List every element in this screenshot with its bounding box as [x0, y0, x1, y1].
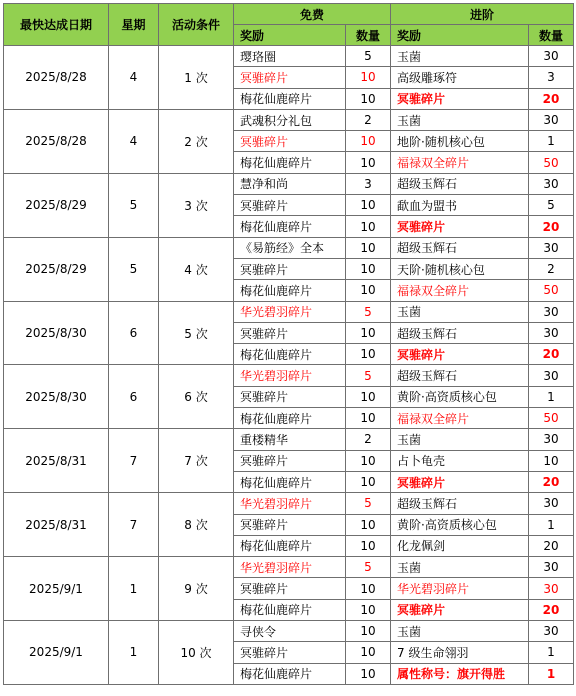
free-reward-name: 冥骓碎片 — [234, 322, 346, 343]
advanced-reward-qty: 30 — [529, 429, 574, 450]
header-free-reward: 奖励 — [234, 25, 346, 46]
advanced-reward-qty: 30 — [529, 109, 574, 130]
free-reward-qty: 10 — [346, 642, 391, 663]
free-reward-qty: 10 — [346, 280, 391, 301]
table-header — [4, 4, 574, 46]
cell-date: 2025/9/1 — [4, 621, 109, 685]
advanced-reward-qty: 30 — [529, 557, 574, 578]
free-reward-qty: 5 — [346, 493, 391, 514]
advanced-reward-name: 冥骓碎片 — [391, 88, 529, 109]
advanced-reward-qty: 1 — [529, 131, 574, 152]
advanced-reward-name: 黄阶·高资质核心包 — [391, 386, 529, 407]
advanced-reward-qty: 20 — [529, 535, 574, 556]
cell-condition: 4 次 — [159, 237, 234, 301]
cell-date: 2025/8/28 — [4, 109, 109, 173]
free-reward-name: 冥骓碎片 — [234, 642, 346, 663]
advanced-reward-name: 冥骓碎片 — [391, 599, 529, 620]
free-reward-qty: 10 — [346, 152, 391, 173]
cell-condition: 2 次 — [159, 109, 234, 173]
advanced-reward-qty: 30 — [529, 493, 574, 514]
cell-weekday: 5 — [109, 173, 159, 237]
advanced-reward-qty: 50 — [529, 280, 574, 301]
header-advanced-reward: 奖励 — [391, 25, 529, 46]
free-reward-name: 华光碧羽碎片 — [234, 365, 346, 386]
advanced-reward-name: 7 级生命翎羽 — [391, 642, 529, 663]
free-reward-qty: 10 — [346, 216, 391, 237]
cell-condition: 7 次 — [159, 429, 234, 493]
free-reward-qty: 2 — [346, 429, 391, 450]
free-reward-name: 《易筋经》全本 — [234, 237, 346, 258]
free-reward-name: 冥骓碎片 — [234, 450, 346, 471]
advanced-reward-name: 超级玉辉石 — [391, 322, 529, 343]
advanced-reward-name: 冥骓碎片 — [391, 344, 529, 365]
free-reward-name: 梅花仙鹿碎片 — [234, 280, 346, 301]
free-reward-name: 梅花仙鹿碎片 — [234, 535, 346, 556]
advanced-reward-qty: 30 — [529, 578, 574, 599]
free-reward-name: 华光碧羽碎片 — [234, 557, 346, 578]
advanced-reward-qty: 3 — [529, 67, 574, 88]
advanced-reward-name: 歃血为盟书 — [391, 195, 529, 216]
free-reward-name: 梅花仙鹿碎片 — [234, 344, 346, 365]
table-row — [4, 109, 574, 130]
advanced-reward-qty: 5 — [529, 195, 574, 216]
free-reward-name: 梅花仙鹿碎片 — [234, 599, 346, 620]
header-weekday: 星期 — [109, 4, 159, 46]
free-reward-name: 梅花仙鹿碎片 — [234, 471, 346, 492]
free-reward-qty: 10 — [346, 408, 391, 429]
header-free-qty: 数量 — [346, 25, 391, 46]
free-reward-qty: 10 — [346, 344, 391, 365]
advanced-reward-qty: 20 — [529, 471, 574, 492]
free-reward-name: 冥骓碎片 — [234, 578, 346, 599]
free-reward-name: 冥骓碎片 — [234, 514, 346, 535]
free-reward-qty: 10 — [346, 88, 391, 109]
table-row — [4, 46, 574, 67]
cell-condition: 8 次 — [159, 493, 234, 557]
free-reward-qty: 10 — [346, 386, 391, 407]
cell-weekday: 6 — [109, 301, 159, 365]
table-row — [4, 173, 574, 194]
free-reward-qty: 10 — [346, 131, 391, 152]
free-reward-qty: 10 — [346, 322, 391, 343]
advanced-reward-name: 超级玉辉石 — [391, 493, 529, 514]
table-row — [4, 621, 574, 642]
header-condition: 活动条件 — [159, 4, 234, 46]
free-reward-name: 华光碧羽碎片 — [234, 301, 346, 322]
advanced-reward-name: 超级玉辉石 — [391, 237, 529, 258]
free-reward-qty: 5 — [346, 365, 391, 386]
advanced-reward-name: 玉菌 — [391, 301, 529, 322]
free-reward-name: 梅花仙鹿碎片 — [234, 152, 346, 173]
free-reward-name: 武魂积分礼包 — [234, 109, 346, 130]
table-row — [4, 365, 574, 386]
table-row — [4, 557, 574, 578]
advanced-reward-name: 玉菌 — [391, 429, 529, 450]
cell-condition: 5 次 — [159, 301, 234, 365]
cell-weekday: 4 — [109, 109, 159, 173]
advanced-reward-qty: 2 — [529, 258, 574, 279]
cell-condition: 1 次 — [159, 46, 234, 110]
advanced-reward-name: 冥骓碎片 — [391, 216, 529, 237]
table-body — [4, 46, 574, 685]
table-row — [4, 237, 574, 258]
advanced-reward-name: 玉菌 — [391, 621, 529, 642]
advanced-reward-qty: 10 — [529, 450, 574, 471]
free-reward-name: 梅花仙鹿碎片 — [234, 88, 346, 109]
advanced-reward-qty: 1 — [529, 642, 574, 663]
free-reward-name: 冥骓碎片 — [234, 195, 346, 216]
free-reward-qty: 10 — [346, 67, 391, 88]
free-reward-name: 冥骓碎片 — [234, 67, 346, 88]
free-reward-name: 梅花仙鹿碎片 — [234, 408, 346, 429]
free-reward-name: 璎珞圈 — [234, 46, 346, 67]
table-row — [4, 493, 574, 514]
cell-condition: 3 次 — [159, 173, 234, 237]
rewards-table — [3, 3, 574, 685]
advanced-reward-name: 华光碧羽碎片 — [391, 578, 529, 599]
cell-weekday: 1 — [109, 557, 159, 621]
advanced-reward-qty: 30 — [529, 365, 574, 386]
cell-date: 2025/8/30 — [4, 365, 109, 429]
cell-weekday: 6 — [109, 365, 159, 429]
advanced-reward-qty: 1 — [529, 514, 574, 535]
free-reward-qty: 10 — [346, 195, 391, 216]
cell-weekday: 7 — [109, 493, 159, 557]
advanced-reward-name: 超级玉辉石 — [391, 365, 529, 386]
free-reward-name: 华光碧羽碎片 — [234, 493, 346, 514]
advanced-reward-qty: 50 — [529, 152, 574, 173]
cell-date: 2025/8/29 — [4, 237, 109, 301]
cell-condition: 6 次 — [159, 365, 234, 429]
advanced-reward-name: 福禄双全碎片 — [391, 280, 529, 301]
advanced-reward-name: 福禄双全碎片 — [391, 408, 529, 429]
free-reward-qty: 10 — [346, 450, 391, 471]
advanced-reward-name: 超级玉辉石 — [391, 173, 529, 194]
free-reward-qty: 10 — [346, 599, 391, 620]
advanced-reward-name: 属性称号：旗开得胜 — [391, 663, 529, 684]
advanced-reward-qty: 30 — [529, 46, 574, 67]
advanced-reward-qty: 30 — [529, 301, 574, 322]
cell-condition: 9 次 — [159, 557, 234, 621]
advanced-reward-name: 天阶·随机核心包 — [391, 258, 529, 279]
free-reward-qty: 10 — [346, 258, 391, 279]
table-row — [4, 301, 574, 322]
header-date: 最快达成日期 — [4, 4, 109, 46]
free-reward-name: 梅花仙鹿碎片 — [234, 216, 346, 237]
advanced-reward-qty: 30 — [529, 237, 574, 258]
cell-date: 2025/9/1 — [4, 557, 109, 621]
advanced-reward-name: 化龙佩剑 — [391, 535, 529, 556]
header-free: 免费 — [234, 4, 391, 25]
free-reward-qty: 10 — [346, 578, 391, 599]
free-reward-name: 冥骓碎片 — [234, 258, 346, 279]
cell-date: 2025/8/31 — [4, 493, 109, 557]
free-reward-qty: 10 — [346, 471, 391, 492]
cell-date: 2025/8/28 — [4, 46, 109, 110]
free-reward-qty: 5 — [346, 557, 391, 578]
free-reward-qty: 10 — [346, 535, 391, 556]
advanced-reward-qty: 30 — [529, 621, 574, 642]
advanced-reward-name: 玉菌 — [391, 557, 529, 578]
advanced-reward-name: 黄阶·高资质核心包 — [391, 514, 529, 535]
free-reward-name: 重楼精华 — [234, 429, 346, 450]
advanced-reward-qty: 50 — [529, 408, 574, 429]
free-reward-qty: 10 — [346, 514, 391, 535]
advanced-reward-qty: 30 — [529, 322, 574, 343]
cell-date: 2025/8/31 — [4, 429, 109, 493]
cell-date: 2025/8/30 — [4, 301, 109, 365]
free-reward-qty: 5 — [346, 301, 391, 322]
cell-weekday: 5 — [109, 237, 159, 301]
free-reward-name: 冥骓碎片 — [234, 386, 346, 407]
cell-weekday: 4 — [109, 46, 159, 110]
advanced-reward-qty: 20 — [529, 344, 574, 365]
advanced-reward-name: 玉菌 — [391, 109, 529, 130]
free-reward-qty: 3 — [346, 173, 391, 194]
cell-weekday: 1 — [109, 621, 159, 685]
advanced-reward-name: 玉菌 — [391, 46, 529, 67]
advanced-reward-name: 占卜龟壳 — [391, 450, 529, 471]
advanced-reward-qty: 1 — [529, 663, 574, 684]
header-advanced-qty: 数量 — [529, 25, 574, 46]
free-reward-name: 梅花仙鹿碎片 — [234, 663, 346, 684]
advanced-reward-qty: 20 — [529, 216, 574, 237]
cell-weekday: 7 — [109, 429, 159, 493]
advanced-reward-name: 冥骓碎片 — [391, 471, 529, 492]
free-reward-name: 寻侠令 — [234, 621, 346, 642]
advanced-reward-qty: 20 — [529, 599, 574, 620]
cell-date: 2025/8/29 — [4, 173, 109, 237]
advanced-reward-name: 福禄双全碎片 — [391, 152, 529, 173]
advanced-reward-qty: 20 — [529, 88, 574, 109]
advanced-reward-qty: 1 — [529, 386, 574, 407]
advanced-reward-name: 高级雕琢符 — [391, 67, 529, 88]
free-reward-qty: 2 — [346, 109, 391, 130]
advanced-reward-name: 地阶·随机核心包 — [391, 131, 529, 152]
cell-condition: 10 次 — [159, 621, 234, 685]
header-advanced: 进阶 — [391, 4, 574, 25]
free-reward-qty: 10 — [346, 663, 391, 684]
free-reward-name: 冥骓碎片 — [234, 131, 346, 152]
advanced-reward-qty: 30 — [529, 173, 574, 194]
free-reward-qty: 10 — [346, 237, 391, 258]
table-row — [4, 429, 574, 450]
free-reward-name: 慧净和尚 — [234, 173, 346, 194]
free-reward-qty: 5 — [346, 46, 391, 67]
free-reward-qty: 10 — [346, 621, 391, 642]
